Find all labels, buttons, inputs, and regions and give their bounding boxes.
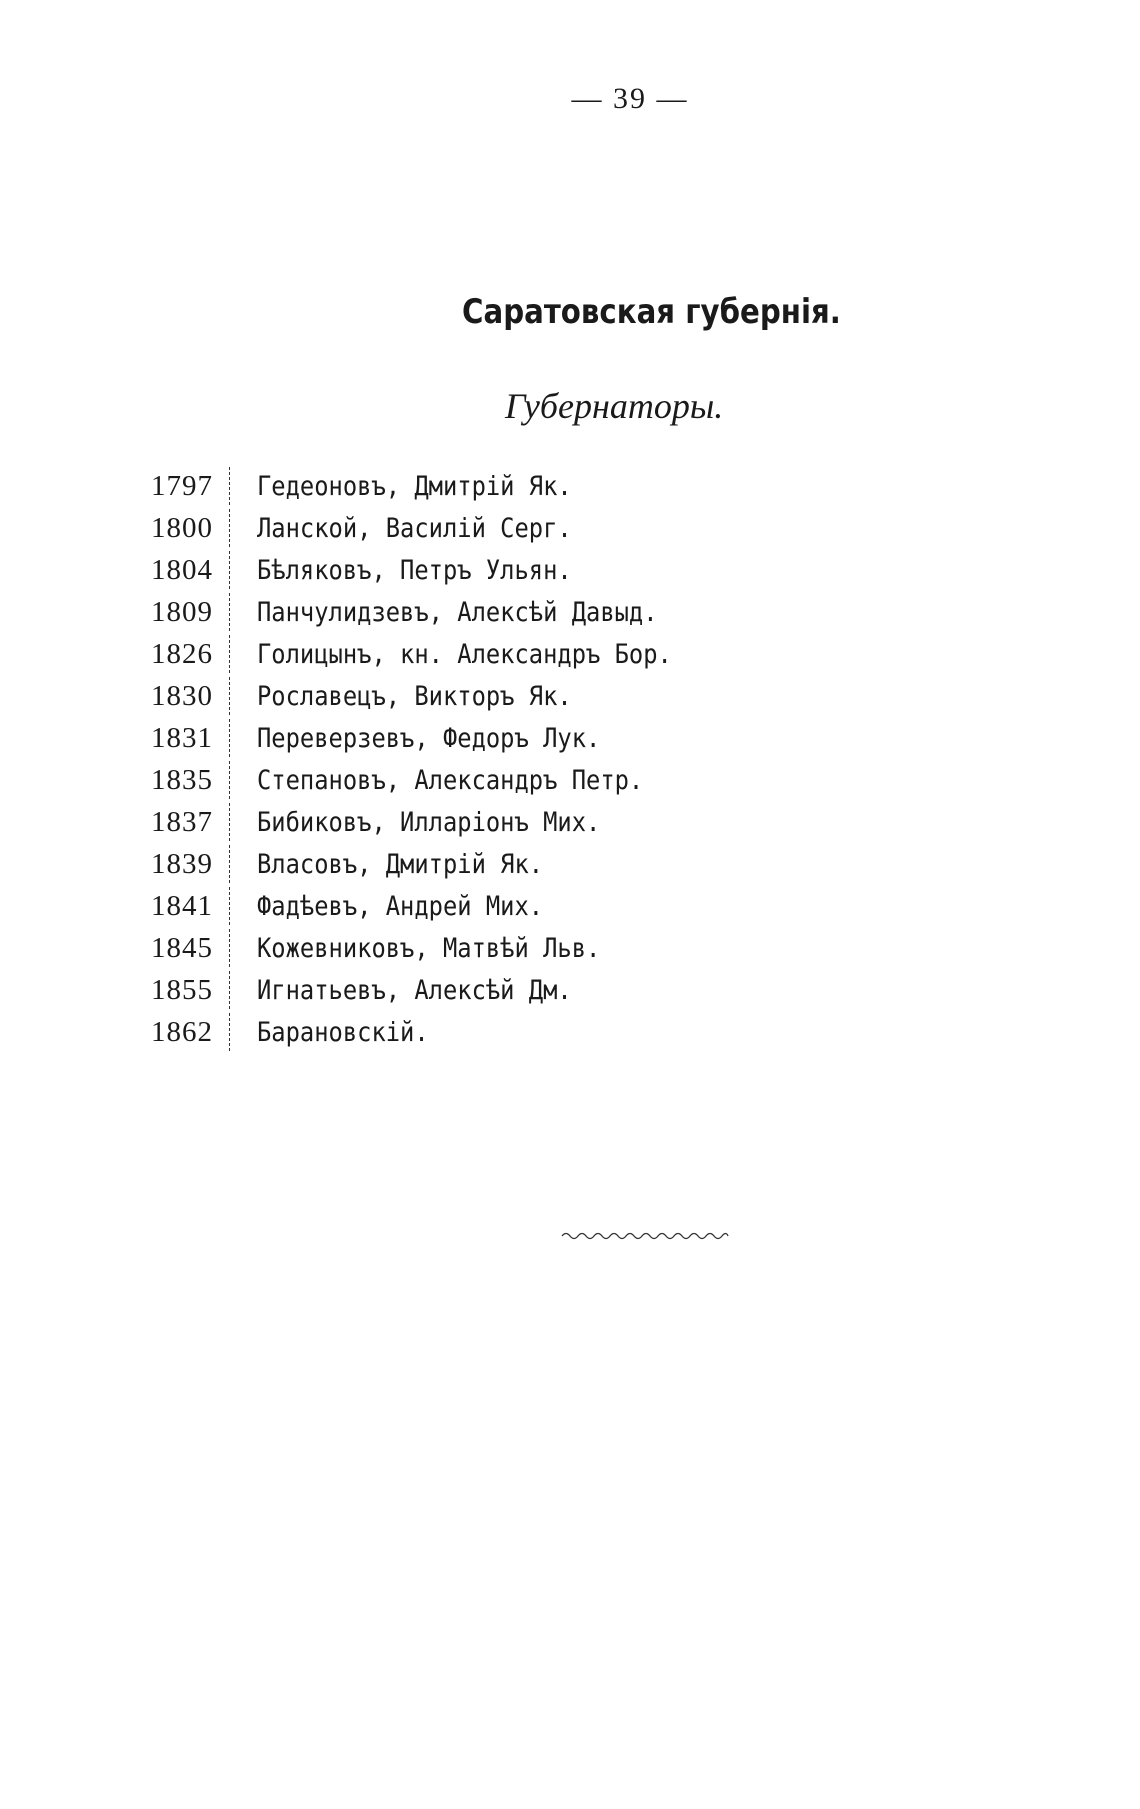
column-divider [229, 929, 230, 967]
list-item [135, 675, 835, 717]
column-divider [229, 803, 230, 841]
governor-year: 1841 [151, 889, 213, 922]
list-item [135, 885, 835, 927]
ornament-divider [560, 1228, 730, 1242]
governor-year: 1839 [151, 847, 213, 880]
governor-name: Власовъ, Дмитрій Як. [257, 848, 544, 880]
governor-name: Панчулидзевъ, Алексѣй Давыд. [257, 596, 658, 628]
column-divider [229, 677, 230, 715]
governor-name: Барановскій. [257, 1016, 429, 1048]
list-item [135, 759, 835, 801]
governors-list [135, 465, 835, 1053]
list-item [135, 843, 835, 885]
column-divider [229, 509, 230, 547]
governor-name: Голицынъ, кн. Александръ Бор. [257, 638, 672, 670]
list-item [135, 633, 835, 675]
list-item [135, 717, 835, 759]
column-divider [229, 467, 230, 505]
governor-name: Рославецъ, Викторъ Як. [257, 680, 572, 712]
page-number: — 39 — [571, 82, 689, 115]
column-divider [229, 551, 230, 589]
list-item [135, 801, 835, 843]
list-item [135, 465, 835, 507]
governor-year: 1809 [151, 595, 213, 628]
column-divider [229, 1013, 230, 1051]
column-divider [229, 845, 230, 883]
governor-year: 1797 [151, 469, 213, 502]
governor-year: 1826 [151, 637, 213, 670]
governor-name: Ланской, Василій Серг. [257, 512, 572, 544]
column-divider [229, 887, 230, 925]
governor-name: Бѣляковъ, Петръ Ульян. [257, 554, 572, 586]
governor-year: 1835 [151, 763, 213, 796]
governor-name: Степановъ, Александръ Петр. [257, 764, 644, 796]
governor-name: Кожевниковъ, Матвѣй Льв. [257, 932, 601, 964]
governor-name: Игнатьевъ, Алексѣй Дм. [257, 974, 572, 1006]
governor-year: 1800 [151, 511, 213, 544]
column-divider [229, 761, 230, 799]
column-divider [229, 635, 230, 673]
list-item [135, 549, 835, 591]
list-item [135, 591, 835, 633]
column-divider [229, 593, 230, 631]
governor-year: 1845 [151, 931, 213, 964]
governor-year: 1862 [151, 1015, 213, 1048]
governor-name: Гедеоновъ, Дмитрій Як. [257, 470, 572, 502]
column-divider [229, 971, 230, 1009]
list-item [135, 927, 835, 969]
list-item [135, 969, 835, 1011]
governor-name: Фадѣевъ, Андрей Мих. [257, 890, 544, 922]
governor-name: Бибиковъ, Илларіонъ Мих. [257, 806, 601, 838]
governor-year: 1855 [151, 973, 213, 1006]
governor-year: 1831 [151, 721, 213, 754]
governor-year: 1830 [151, 679, 213, 712]
list-item [135, 507, 835, 549]
list-item [135, 1011, 835, 1053]
governor-name: Переверзевъ, Федоръ Лук. [257, 722, 601, 754]
governor-year: 1837 [151, 805, 213, 838]
column-divider [229, 719, 230, 757]
subtitle: Губернаторы. [505, 386, 724, 426]
section-title: Саратовская губернія. [462, 292, 841, 332]
governor-year: 1804 [151, 553, 213, 586]
